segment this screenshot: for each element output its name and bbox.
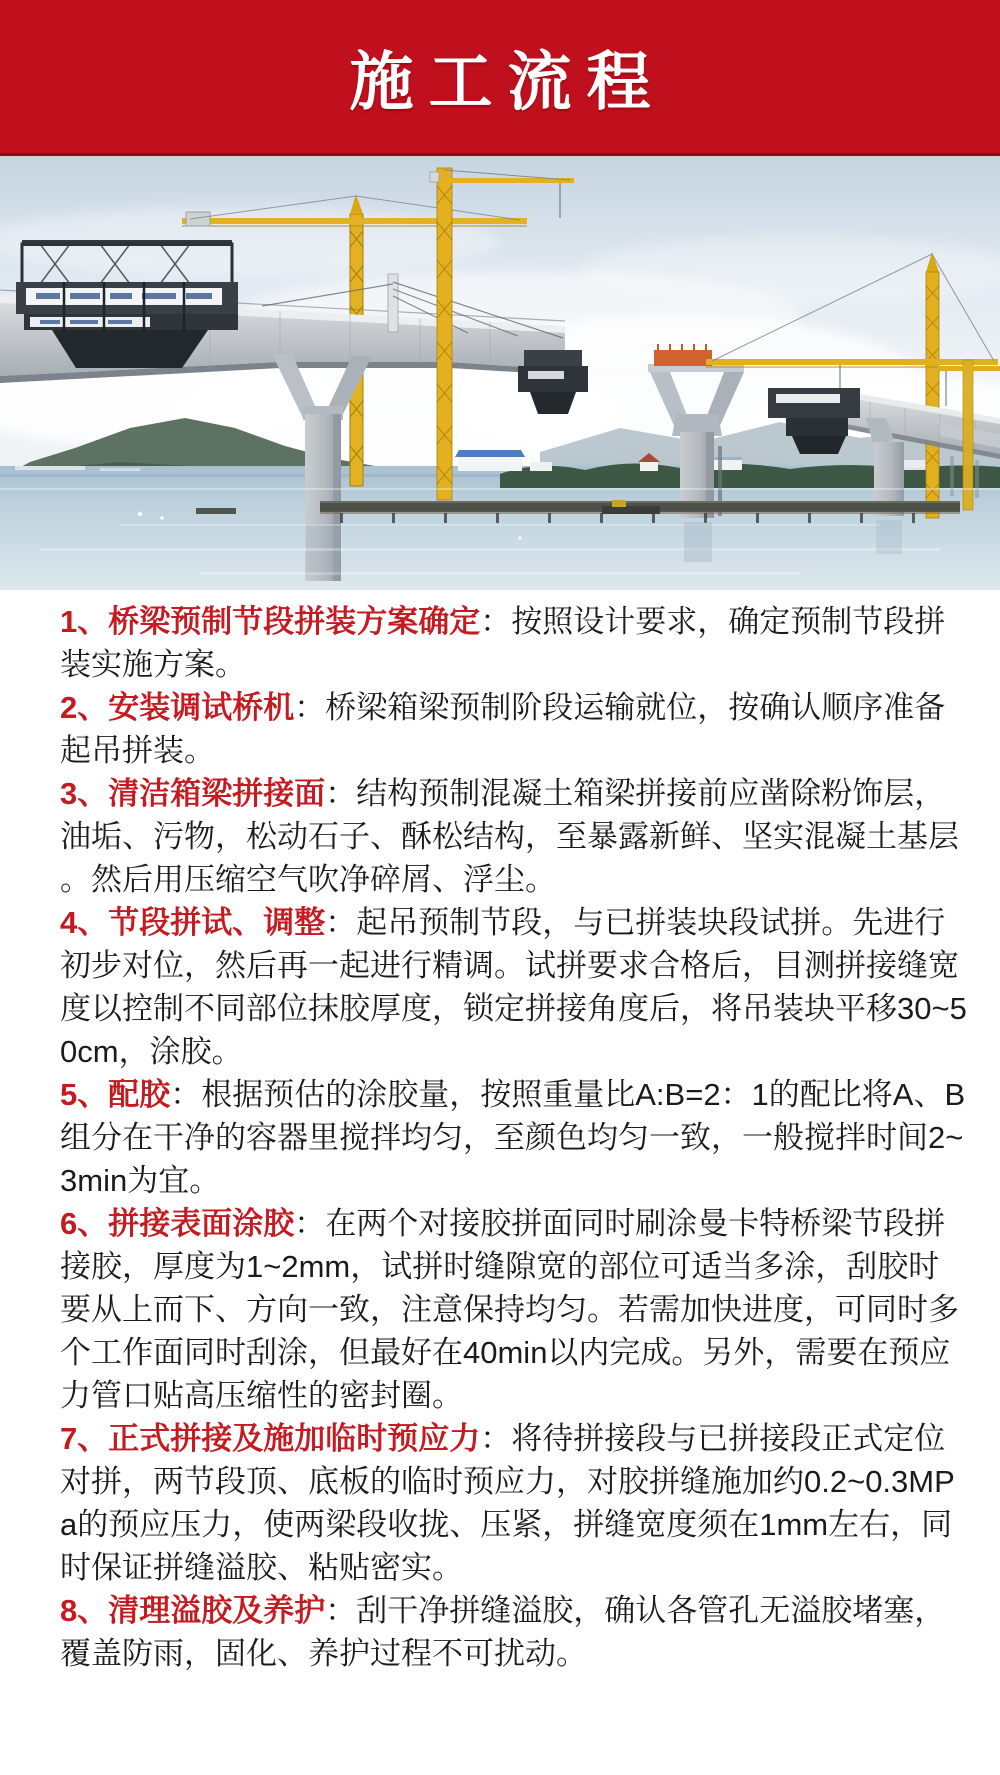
step-heading: 7、正式拼接及施加临时预应力 (60, 1421, 481, 1456)
step-item-2 (60, 686, 968, 772)
step-item-4 (60, 901, 968, 1073)
step-heading: 4、节段拼试、调整 (60, 905, 326, 940)
step-item-3 (60, 772, 968, 901)
step-heading: 6、拼接表面涂胶 (60, 1206, 295, 1241)
step-body: ：根据预估的涂胶量，按照重量比A:B=2：1的配比将A、B组分在干净的容器里搅拌均匀，至颜色均匀一致，一般搅拌时间2~3min为宜。 (60, 1077, 966, 1198)
step-item-7 (60, 1417, 968, 1589)
steps-list (0, 590, 1000, 1675)
page-title: 施工流程 (349, 45, 666, 118)
step-item-5 (60, 1073, 968, 1202)
step-body: ：结构预制混凝土箱梁拼接前应凿除粉饰层，油垢、污物，松动石子、酥松结构，至暴露新鲜、坚实混凝土基层。然后用压缩空气吹净碎屑、浮尘。 (60, 776, 959, 897)
step-heading: 5、配胶 (60, 1077, 171, 1112)
step-item-6 (60, 1202, 968, 1417)
step-heading: 3、清洁箱梁拼接面 (60, 776, 326, 811)
step-heading: 2、安装调试桥机 (60, 690, 295, 725)
step-body: ：按照设计要求，确定预制节段拼装实施方案。 (60, 604, 946, 682)
step-body: ：桥梁箱梁预制阶段运输就位，按确认顺序准备起吊拼装。 (60, 690, 946, 768)
bridge-construction-photo (0, 156, 1000, 590)
step-body: ：将待拼接段与已拼接段正式定位对拼，两节段顶、底板的临时预应力，对胶拼缝施加约0.2~0.3MPa的预应压力，使两梁段收拢、压紧，拼缝宽度须在1mm左右，同时保证拼缝溢胶、粘贴密实。 (60, 1421, 955, 1585)
step-body: ：在两个对接胶拼面同时刷涂曼卡特桥梁节段拼接胶，厚度为1~2mm，试拼时缝隙宽的部位可适当多涂，刮胶时要从上而下、方向一致，注意保持均匀。若需加快进度，可同时多个工作面同时刮涂，但最好在40min以内完成。另外，需要在预应力管口贴高压缩性的密封圈。 (60, 1206, 959, 1413)
step-body: ：刮干净拼缝溢胶，确认各管孔无溢胶堵塞，覆盖防雨，固化、养护过程不可扰动。 (60, 1593, 946, 1671)
step-heading: 1、桥梁预制节段拼装方案确定 (60, 604, 481, 639)
step-heading: 8、清理溢胶及养护 (60, 1593, 326, 1628)
step-body: ：起吊预制节段，与已拼装块段试拼。先进行初步对位，然后再一起进行精调。试拼要求合格后，目测拼接缝宽度以控制不同部位抹胶厚度，锁定拼接角度后，将吊装块平移30~50cm，涂胶。 (60, 905, 967, 1069)
step-item-1 (60, 600, 968, 686)
step-item-8 (60, 1589, 968, 1675)
header-banner (0, 0, 1000, 156)
bridge-photo-graphic (0, 156, 1000, 590)
